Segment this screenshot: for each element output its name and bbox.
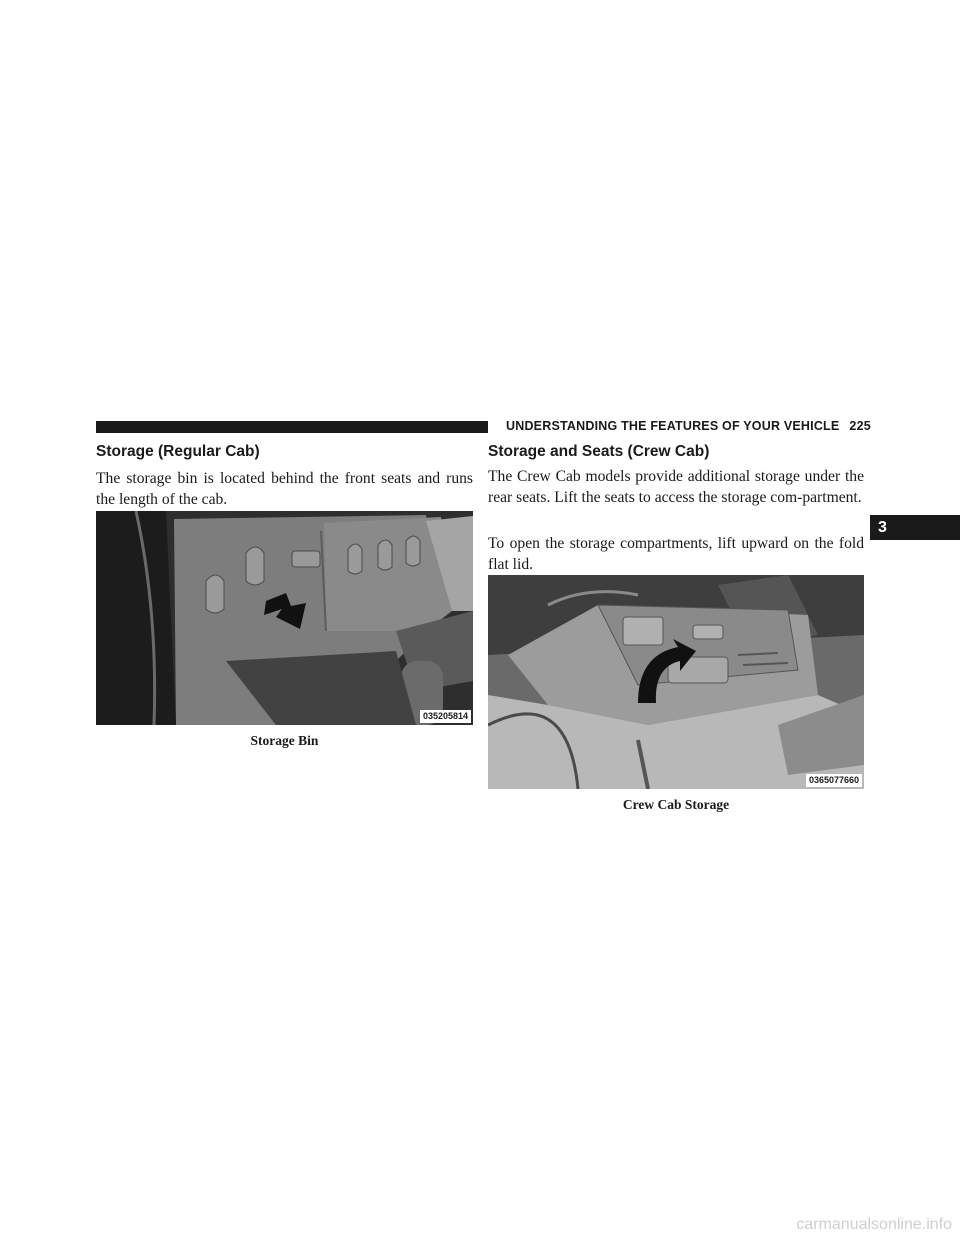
paragraph-open-compartments: To open the storage compartments, lift upward on the fold flat lid. <box>488 535 864 573</box>
chapter-tab: 3 <box>870 515 960 540</box>
running-header <box>506 419 871 433</box>
paragraph-crew-cab-storage: The Crew Cab models provide additional storage under the rear seats. Lift the seats to access the storage com-partment. <box>488 468 864 506</box>
watermark: carmanualsonline.info <box>796 1216 952 1233</box>
figure-storage-bin <box>96 511 473 725</box>
crew-cab-storage-illustration <box>488 575 864 789</box>
caption-crew-cab-storage: Crew Cab Storage <box>622 797 730 812</box>
figure-code: 035205814 <box>420 710 471 723</box>
header-rule <box>96 421 488 433</box>
paragraph-storage-bin: The storage bin is located behind the front seats and runs the length of the cab. <box>96 470 473 508</box>
storage-bin-illustration <box>96 511 473 725</box>
heading-storage-seats-crew-cab: Storage and Seats (Crew Cab) <box>488 443 710 460</box>
section-title: UNDERSTANDING THE FEATURES OF YOUR VEHICLE <box>506 419 840 433</box>
heading-storage-regular-cab: Storage (Regular Cab) <box>96 443 260 460</box>
figure-crew-cab-storage <box>488 575 864 789</box>
page-number: 225 <box>849 419 871 433</box>
figure-code: 0365077660 <box>806 774 862 787</box>
caption-storage-bin: Storage Bin <box>250 733 319 748</box>
